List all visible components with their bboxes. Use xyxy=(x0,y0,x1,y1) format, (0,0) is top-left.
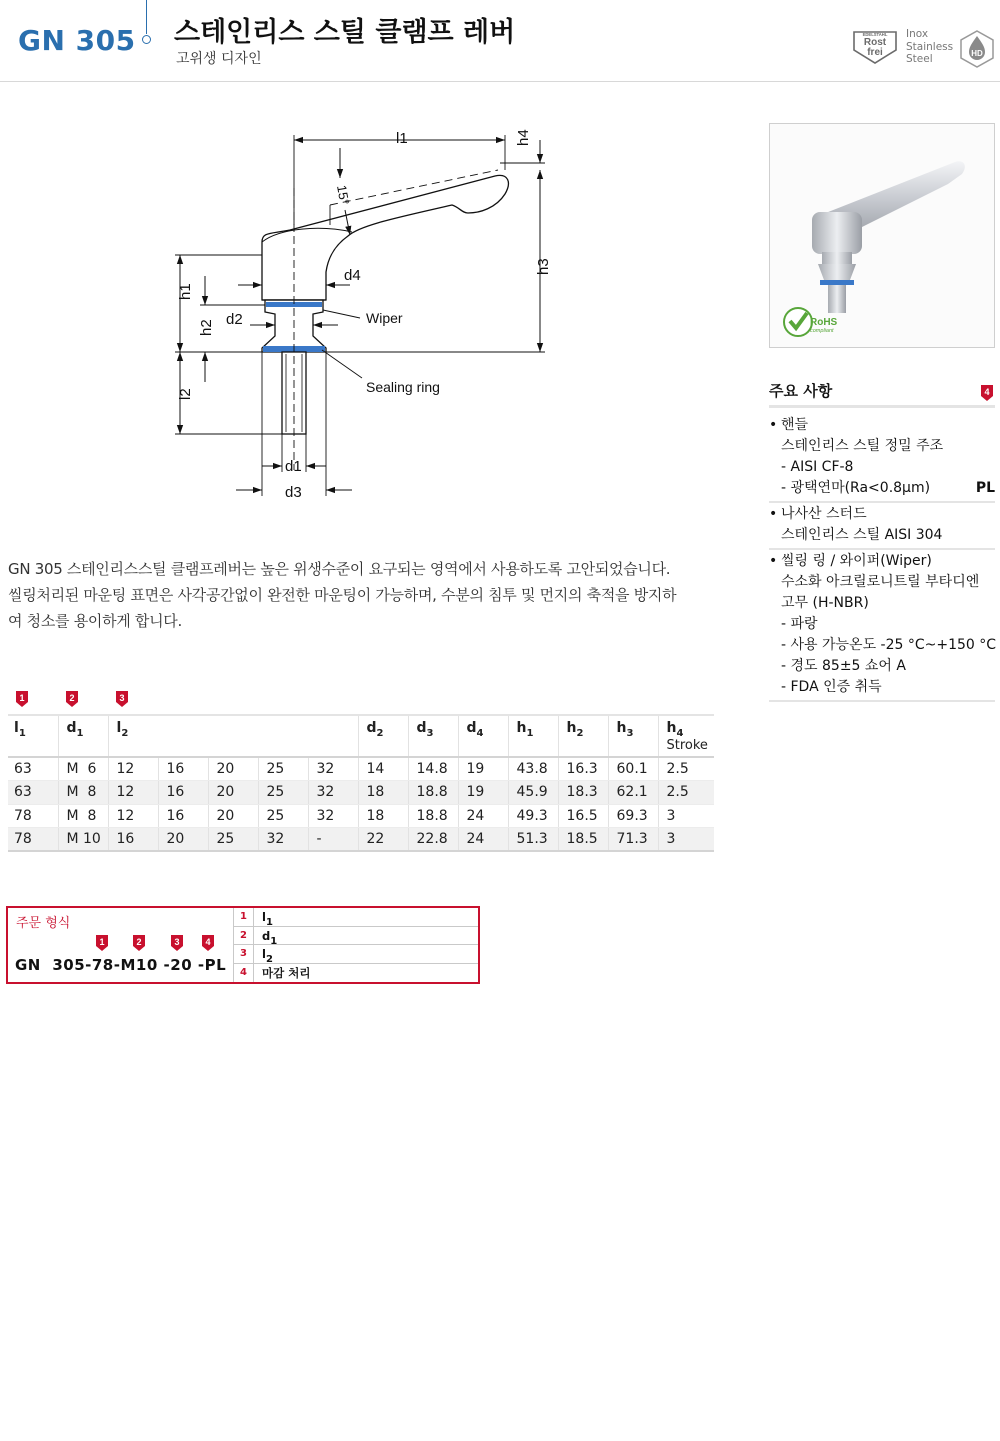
feature-line: - AISI CF-8 xyxy=(781,459,854,475)
table-cell: 24 xyxy=(458,804,508,828)
feature-line: • 핸들 xyxy=(769,415,995,436)
col-header-d1: $d_1$ xyxy=(58,715,108,757)
table-cell: 16.5 xyxy=(558,804,608,828)
svg-text:RoHS: RoHS xyxy=(810,317,838,328)
label-l1: l1 xyxy=(396,130,408,147)
col-header-l1: $l_1$ xyxy=(8,715,58,757)
svg-text:HD: HD xyxy=(971,49,983,58)
col-header-l2: $l_2$ xyxy=(108,715,358,757)
svg-text:Rost: Rost xyxy=(863,37,887,48)
dimensions-table xyxy=(8,714,714,852)
table-cell: 22.8 xyxy=(408,828,458,852)
table-cell: 25 xyxy=(258,781,308,805)
table-row xyxy=(8,757,714,781)
table-cell: 18.8 xyxy=(408,781,458,805)
col-header-d2: $d_2$ xyxy=(358,715,408,757)
table-cell: 16 xyxy=(158,804,208,828)
order-legend-row: 4 마감 처리 xyxy=(234,964,478,983)
label-d2: d2 xyxy=(226,311,243,328)
table-cell: 18.3 xyxy=(558,781,608,805)
svg-text:3: 3 xyxy=(174,937,180,947)
table-cell: 32 xyxy=(308,804,358,828)
page-subtitle: 고위생 디자인 xyxy=(176,51,262,67)
col-header-h3: $h_3$ xyxy=(608,715,658,757)
feature-line: 스테인리스 스틸 정밀 주조 xyxy=(781,438,944,454)
header-divider-dot xyxy=(142,35,151,44)
feature-line: - 경도 85±5 쇼어 A xyxy=(781,658,906,674)
order-title: 주문 형식 xyxy=(16,916,71,931)
table-cell: 60.1 xyxy=(608,757,658,781)
feature-line: 고무 (H-NBR) xyxy=(781,595,869,611)
table-cell: 69.3 xyxy=(608,804,658,828)
description xyxy=(8,556,728,634)
feature-line: • 나사산 스터드 xyxy=(769,504,995,525)
col-header-h1: $h_1$ xyxy=(508,715,558,757)
description-line: 씰링처리된 마운팅 표면은 사각공간없이 완전한 마운팅이 가능하며, 수분의 침투 및 먼지의 축적을 방지하 xyxy=(8,586,677,604)
table-cell: 18.8 xyxy=(408,804,458,828)
table-header-row xyxy=(8,715,714,757)
marker-1-icon xyxy=(15,690,29,708)
table-cell: 3 xyxy=(658,804,714,828)
table-cell: 78 xyxy=(8,804,58,828)
table-cell: 62.1 xyxy=(608,781,658,805)
table-cell: 20 xyxy=(208,781,258,805)
svg-text:1: 1 xyxy=(19,693,25,703)
label-h4: h4 xyxy=(515,129,532,146)
label-sealing-ring: Sealing ring xyxy=(366,379,440,395)
table-cell: 24 xyxy=(458,828,508,852)
table-cell: 20 xyxy=(208,804,258,828)
table-cell: 16.3 xyxy=(558,757,608,781)
description-line: 여 청소를 용이하게 합니다. xyxy=(8,612,182,630)
feature-group-handle xyxy=(769,414,995,503)
product-photo xyxy=(769,123,995,348)
order-legend-row: 3 l2 xyxy=(234,945,478,964)
order-legend xyxy=(233,908,478,982)
finish-tag: PL xyxy=(975,480,995,496)
table-cell: 16 xyxy=(108,828,158,852)
col-header-h2: $h_2$ xyxy=(558,715,608,757)
features-title: 주요 사항 xyxy=(769,382,833,400)
table-cell: 12 xyxy=(108,781,158,805)
table-cell: 12 xyxy=(108,804,158,828)
feature-line: - 파랑 xyxy=(781,616,818,632)
table-cell: M 10 xyxy=(58,828,108,852)
order-marker-3-icon xyxy=(170,934,184,952)
col-header-d4: $d_4$ xyxy=(458,715,508,757)
lever-outline xyxy=(262,175,508,300)
label-h3: h3 xyxy=(535,258,552,275)
page-header xyxy=(0,0,1000,82)
order-example-box xyxy=(6,906,480,984)
table-cell: 63 xyxy=(8,757,58,781)
marker-3-icon xyxy=(115,690,129,708)
table-cell: - xyxy=(308,828,358,852)
table-cell: 14 xyxy=(358,757,408,781)
technical-drawing xyxy=(160,120,580,510)
label-angle: 15° xyxy=(334,183,353,206)
table-cell: 43.8 xyxy=(508,757,558,781)
marker-4-icon xyxy=(980,384,994,402)
label-l2: l2 xyxy=(177,388,194,400)
product-code: GN 305 xyxy=(18,24,136,57)
marker-2-icon xyxy=(65,690,79,708)
label-d1: d1 xyxy=(285,458,302,475)
svg-text:EDELSTAHL: EDELSTAHL xyxy=(862,32,888,37)
header-divider xyxy=(146,0,147,34)
description-line: GN 305 스테인리스스틸 클램프레버는 높은 위생수준이 요구되는 영역에서 사용하도록 고안되었습니다. xyxy=(8,560,671,578)
order-marker-1-icon xyxy=(95,934,109,952)
svg-text:4: 4 xyxy=(205,937,211,947)
label-d4: d4 xyxy=(344,267,361,284)
table-cell: M 8 xyxy=(58,804,108,828)
svg-text:2: 2 xyxy=(69,693,75,703)
table-cell: 22 xyxy=(358,828,408,852)
table-row xyxy=(8,804,714,828)
table-cell: 51.3 xyxy=(508,828,558,852)
table-cell: 16 xyxy=(158,757,208,781)
table-cell: 19 xyxy=(458,781,508,805)
table-cell: 2.5 xyxy=(658,781,714,805)
label-wiper: Wiper xyxy=(366,310,403,326)
table-cell: 32 xyxy=(308,781,358,805)
feature-line: 스테인리스 스틸 AISI 304 xyxy=(781,527,943,543)
feature-line: 수소화 아크릴로니트릴 부타디엔 xyxy=(781,574,980,590)
table-cell: 16 xyxy=(158,781,208,805)
label-h2: h2 xyxy=(198,319,215,336)
table-cell: 20 xyxy=(208,757,258,781)
table-cell: 32 xyxy=(308,757,358,781)
label-h1: h1 xyxy=(177,283,194,300)
table-cell: 19 xyxy=(458,757,508,781)
rostfrei-logo xyxy=(852,28,898,64)
order-legend-row: 2 d1 xyxy=(234,927,478,946)
table-cell: 18.5 xyxy=(558,828,608,852)
col-header-h4: $h_4$ Stroke xyxy=(658,715,714,757)
order-legend-row: 1 l1 xyxy=(234,908,478,927)
table-cell: 12 xyxy=(108,757,158,781)
svg-text:1: 1 xyxy=(99,937,105,947)
table-cell: M 8 xyxy=(58,781,108,805)
table-cell: 18 xyxy=(358,781,408,805)
table-cell: 49.3 xyxy=(508,804,558,828)
svg-text:2: 2 xyxy=(136,937,142,947)
table-cell: 45.9 xyxy=(508,781,558,805)
features-list xyxy=(769,414,995,702)
svg-text:3: 3 xyxy=(119,693,125,703)
order-marker-4-icon xyxy=(201,934,215,952)
table-cell: 25 xyxy=(258,804,308,828)
table-cell: 78 xyxy=(8,828,58,852)
table-cell: 71.3 xyxy=(608,828,658,852)
svg-text:frei: frei xyxy=(867,47,883,58)
table-cell: 25 xyxy=(208,828,258,852)
feature-line: - FDA 인증 취득 xyxy=(781,679,882,695)
features-rule xyxy=(769,405,995,408)
order-marker-2-icon xyxy=(132,934,146,952)
table-cell: 25 xyxy=(258,757,308,781)
table-cell: 2.5 xyxy=(658,757,714,781)
table-cell: 14.8 xyxy=(408,757,458,781)
table-cell: 18 xyxy=(358,804,408,828)
feature-group-stud xyxy=(769,503,995,550)
table-cell: 63 xyxy=(8,781,58,805)
svg-text:4: 4 xyxy=(984,387,990,397)
label-d3: d3 xyxy=(285,484,302,501)
table-cell: 3 xyxy=(658,828,714,852)
hygienic-design-icon xyxy=(960,30,994,68)
table-cell: 20 xyxy=(158,828,208,852)
feature-line: - 광택연마(Ra<0.8µm) PL xyxy=(769,478,995,499)
feature-line: - 사용 가능온도 -25 °C~+150 °C xyxy=(781,637,997,653)
col-header-d3: $d_3$ xyxy=(408,715,458,757)
table-row xyxy=(8,781,714,805)
order-code: GN 305-78-M10 -20 -PL xyxy=(15,956,227,974)
material-text: Inox Stainless Steel xyxy=(906,28,954,65)
table-row xyxy=(8,828,714,852)
page-title: 스테인리스 스틸 클램프 레버 xyxy=(174,17,516,48)
feature-line: • 씰링 링 / 와이퍼(Wiper) xyxy=(769,551,995,572)
table-cell: M 6 xyxy=(58,757,108,781)
table-cell: 32 xyxy=(258,828,308,852)
svg-text:compliant: compliant xyxy=(810,328,834,334)
feature-group-seal xyxy=(769,550,995,702)
